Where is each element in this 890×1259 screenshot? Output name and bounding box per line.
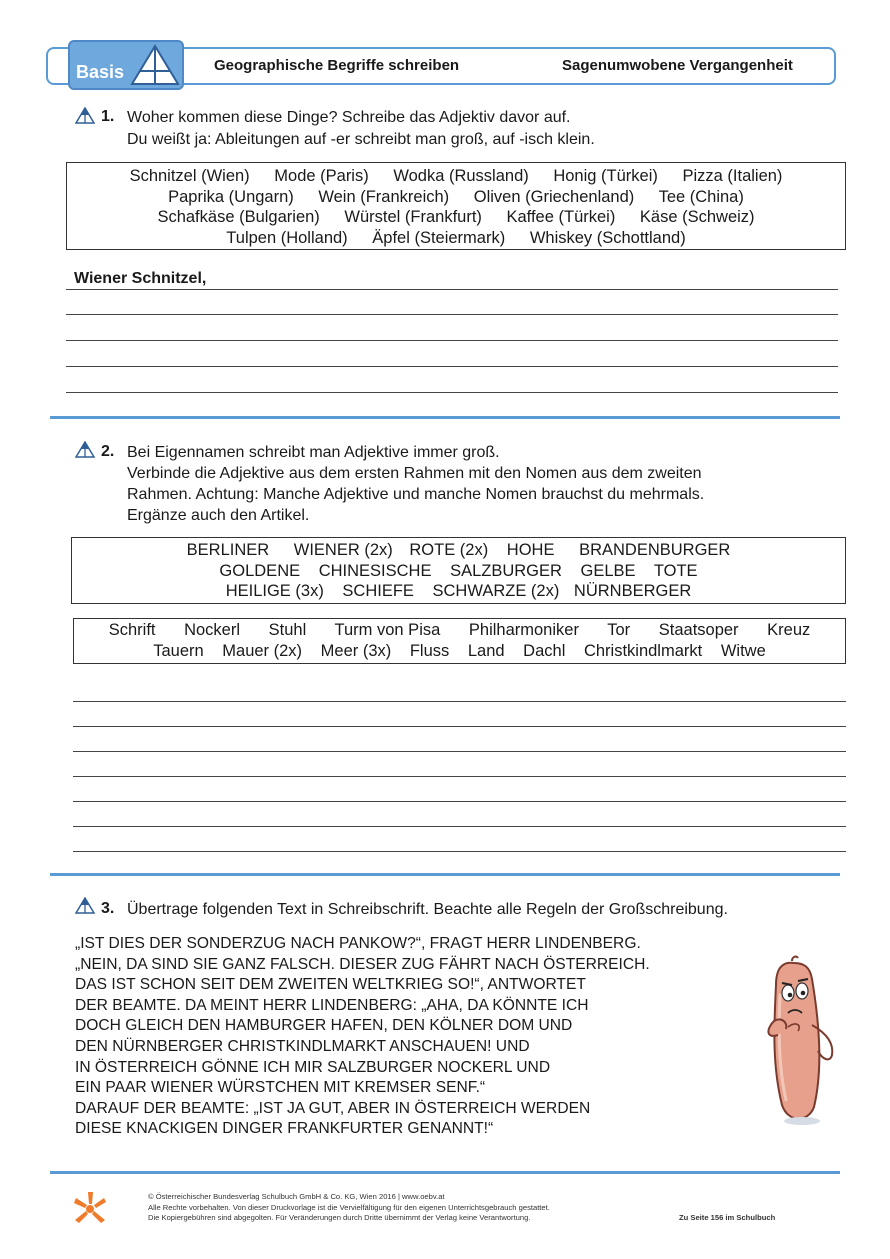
noun-box [73,618,846,664]
noun-item: Land [467,641,505,660]
text-line: „IST DIES DER SONDERZUG NACH PANKOW?“, FRAGT HERR LINDENBERG. [75,935,641,952]
adjective-item: SCHIEFE [342,582,414,601]
noun-item: Christkindlmarkt [583,641,703,660]
footer-copyright: © Österreichischer Bundesverlag Schulbuch GmbH & Co. KG, Wien 2016 | www.oebv.at [148,1192,445,1201]
word-item: Schnitzel (Wien) [129,167,250,185]
oebv-star-logo-icon [72,1190,108,1226]
word-row [67,187,845,208]
noun-item: Fluss [409,641,450,660]
adjective-item: GELBE [580,561,636,580]
writing-line[interactable] [73,726,846,727]
adjective-row [72,561,845,582]
level-icon [75,897,95,915]
text-line: DIESE KNACKIGEN DINGER FRANKFURTER GENANNT!“ [75,1120,494,1138]
task2-instruction-4: Ergänze auch den Artikel. [127,507,310,524]
writing-line[interactable] [66,314,838,315]
noun-item: Tauern [153,641,204,660]
noun-item: Dachl [523,641,566,660]
text-line: IN ÖSTERREICH GÖNNE ICH MIR SALZBURGER NOCKERL UND [75,1058,551,1076]
word-item: Tee (China) [658,187,744,206]
task-number: 2. [101,443,115,460]
adjective-item: HEILIGE (3x) [225,582,324,601]
adjective-item: CHINESISCHE [318,561,432,580]
writing-line[interactable] [73,826,846,827]
word-item: Tulpen (Holland) [226,229,348,248]
noun-item: Kreuz [767,621,811,639]
writing-line[interactable] [73,851,846,852]
word-item: Mode (Paris) [274,167,369,185]
writing-line[interactable] [66,289,838,290]
word-item: Wein (Frankreich) [318,187,450,206]
writing-line[interactable] [73,701,846,702]
adjective-item: BERLINER [186,541,270,559]
adjective-row [72,581,845,602]
text-line: DER BEAMTE. DA MEINT HERR LINDENBERG: „AHA, DA KÖNNTE ICH [75,996,589,1014]
adjective-box [71,537,846,604]
word-row [67,207,845,228]
task1-instruction-2: Du weißt ja: Ableitungen auf -er schreibt man groß, auf -isch klein. [127,131,595,148]
task-number: 3. [101,900,115,917]
sausage-character-icon [752,955,842,1130]
task1-instruction-1: Woher kommen diese Dinge? Schreibe das Adjektiv davor auf. [127,109,571,126]
writing-line[interactable] [66,366,838,367]
level-icon [75,441,95,459]
adjective-item: SALZBURGER [450,561,562,580]
word-item: Äpfel (Steiermark) [372,229,506,248]
text-line: EIN PAAR WIENER WÜRSTCHEN MIT KREMSER SENF.“ [75,1079,486,1097]
noun-item: Witwe [720,641,766,660]
noun-row [74,641,845,662]
noun-item: Turm von Pisa [334,621,441,639]
word-item: Pizza (Italien) [682,167,783,185]
text-line: DEN NÜRNBERGER CHRISTKINDLMARKT ANSCHAUEN! UND [75,1037,530,1055]
caps-text-block [75,934,650,1140]
writing-line[interactable] [66,340,838,341]
footer-rights: Alle Rechte vorbehalten. Von dieser Druckvorlage ist die Vervielfältigung für den eigenen Unterrichtsgebrauch gestattet. [148,1203,550,1212]
word-item: Paprika (Ungarn) [168,187,294,206]
noun-item: Schrift [108,621,156,639]
text-line: DOCH GLEICH DEN HAMBURGER HAFEN, DEN KÖLNER DOM UND [75,1017,573,1035]
adjective-item: NÜRNBERGER [573,582,692,601]
word-item: Kaffee (Türkei) [506,208,616,227]
section-divider [50,416,840,419]
text-line: DARAUF DER BEAMTE: „IST JA GUT, ABER IN ÖSTERREICH WERDEN [75,1099,591,1117]
level-icon [75,107,95,125]
word-item: Whiskey (Schottland) [529,229,686,248]
writing-line[interactable] [73,801,846,802]
noun-item: Tor [607,621,631,639]
writing-line[interactable] [66,392,838,393]
noun-item: Mauer (2x) [222,641,303,660]
word-item: Wodka (Russland) [393,167,529,185]
section-divider [50,873,840,876]
textbook-page-reference: Zu Seite 156 im Schulbuch [679,1213,776,1222]
adjective-row [72,540,845,561]
adjective-item: HOHE [506,541,555,559]
writing-line[interactable] [73,776,846,777]
text-line: DAS IST SCHON SEIT DEM ZWEITEN WELTKRIEG SO!“, ANTWORTET [75,976,586,994]
adjective-item: GOLDENE [219,561,301,580]
word-item: Oliven (Griechenland) [473,187,635,206]
adjective-item: TOTE [653,561,698,580]
noun-row [74,620,845,641]
topic-title: Geographische Begriffe schreiben [214,57,460,74]
word-row [67,166,845,187]
noun-item: Nockerl [184,621,241,639]
adjective-item: BRANDENBURGER [579,541,731,559]
example-answer: Wiener Schnitzel, [74,270,207,287]
word-item: Schafkäse (Bulgarien) [157,208,320,227]
noun-item: Meer (3x) [320,641,392,660]
word-item: Honig (Türkei) [553,167,658,185]
word-item: Käse (Schweiz) [639,208,755,227]
footer-fees: Die Kopiergebühren sind abgegolten. Für Veränderungen durch Dritte übernimmt der Verlag keine Verantwortung. [148,1213,531,1222]
level-triangle-icon [128,42,182,88]
word-item: Würstel (Frankfurt) [344,208,482,227]
task2-instruction-3: Rahmen. Achtung: Manche Adjektive und manche Nomen brauchst du mehrmals. [127,486,705,503]
noun-item: Philharmoniker [468,621,579,639]
noun-item: Staatsoper [658,621,739,639]
text-line: „NEIN, DA SIND SIE GANZ FALSCH. DIESER ZUG FÄHRT NACH ÖSTERREICH. [75,955,650,973]
noun-item: Stuhl [268,621,307,639]
chapter-title: Sagenumwobene Vergangenheit [562,57,793,74]
task2-instruction-2: Verbinde die Adjektive aus dem ersten Rahmen mit den Nomen aus dem zweiten [127,465,702,482]
adjective-item: WIENER (2x) [293,541,393,559]
adjective-item: ROTE (2x) [409,541,489,559]
task3-instruction: Übertrage folgenden Text in Schreibschrift. Beachte alle Regeln der Großschreibung. [127,901,728,918]
task2-instruction-1: Bei Eigennamen schreibt man Adjektive immer groß. [127,444,500,461]
adjective-item: SCHWARZE (2x) [432,582,560,601]
origin-word-box [66,162,846,250]
task-number: 1. [101,108,115,125]
level-label: Basis [76,62,125,82]
word-row [67,228,845,249]
writing-line[interactable] [73,751,846,752]
footer-divider [50,1171,840,1174]
